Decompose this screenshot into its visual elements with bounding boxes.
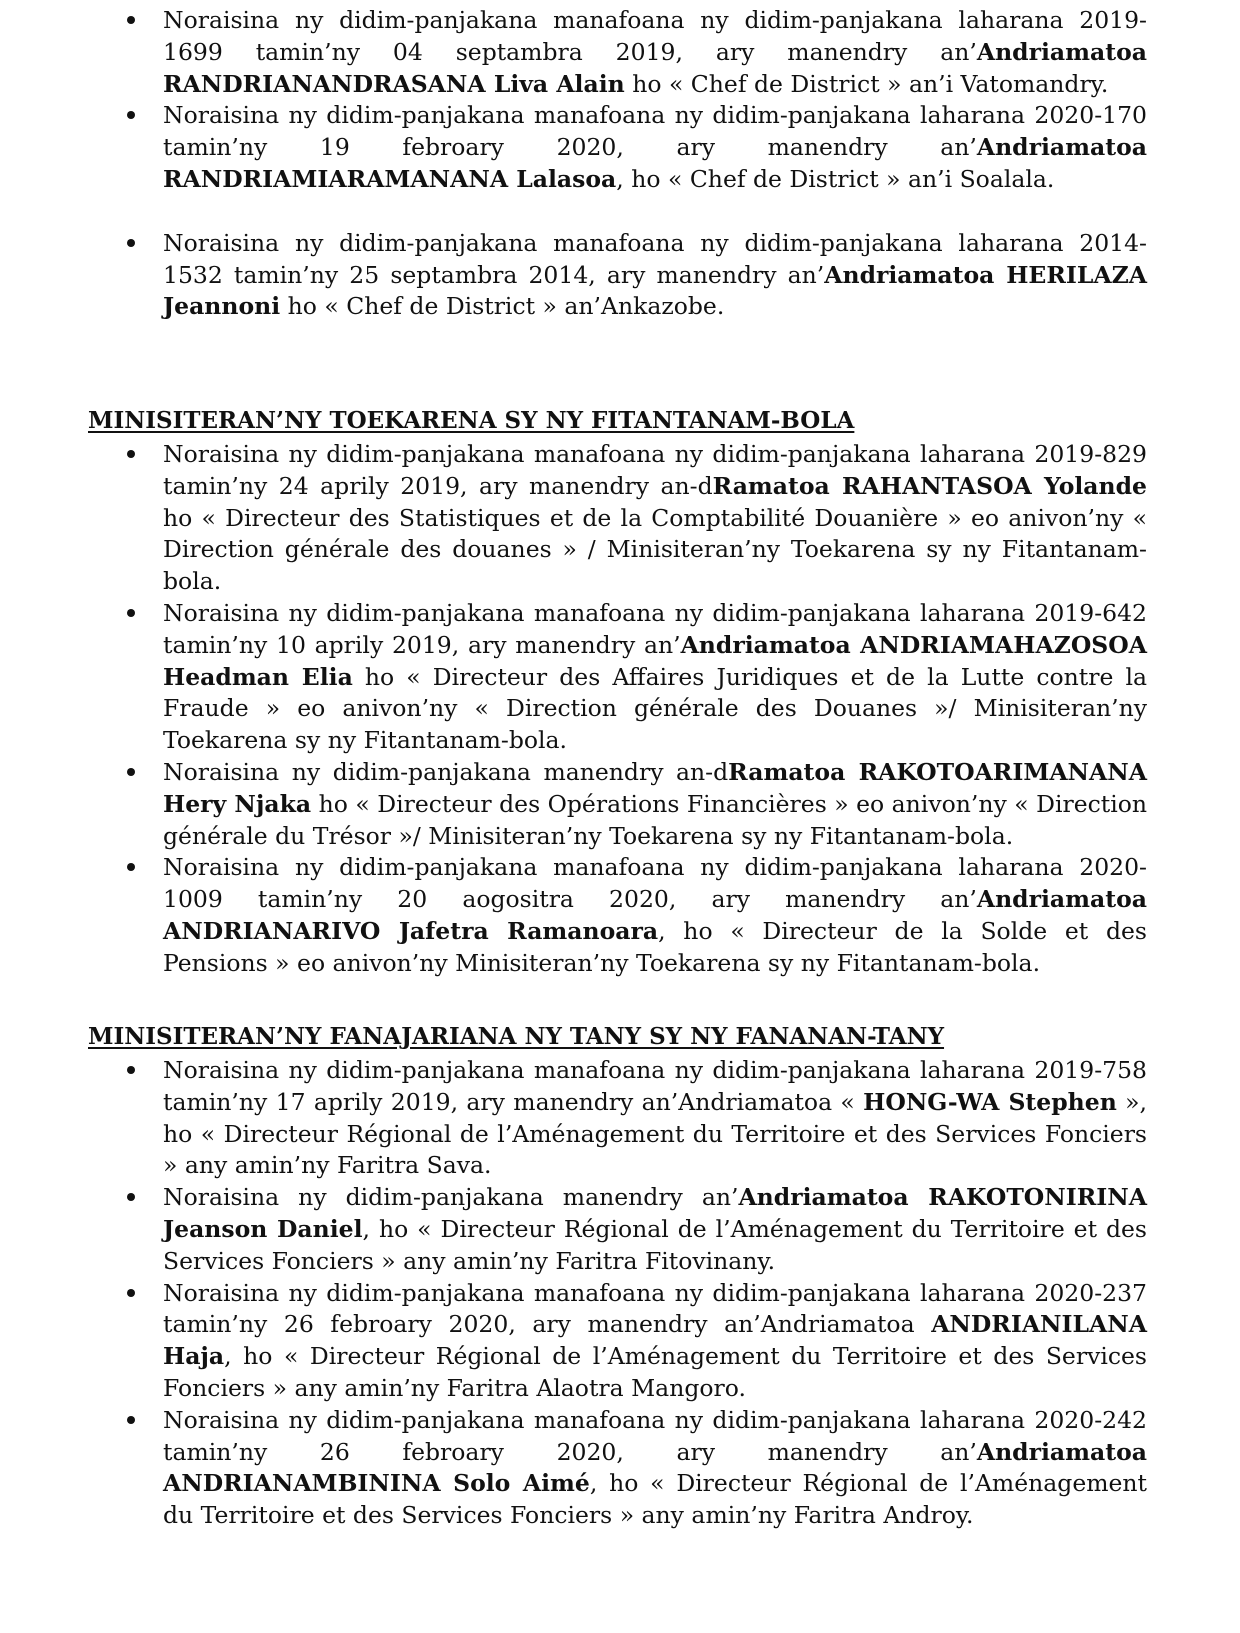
bullet-icon [127,1289,135,1297]
item-text: Noraisina ny didim-panjakana manafoana ny didim-panjakana laharana 2020-1009 tamin’ny 20 aogositra 2020, ary manendry an’Andriamatoa ANDRIANARIVO Jafetra Ramanoara, ho « Directeur de la Solde et des Pensions » eo anivon’ny Minisiteran’ny Toekarena sy ny Fitantanam-bola. [163,853,1147,977]
list-item [0,439,1240,598]
bullet-icon [127,16,135,24]
bullet-icon [127,239,135,247]
bullet-icon [127,1416,135,1424]
item-text: Noraisina ny didim-panjakana manafoana ny didim-panjakana laharana 2019-1699 tamin’ny 04 septambra 2019, ary manendry an’Andriamatoa RANDRIANANDRASANA Liva Alain ho « Chef de District » an’i Vatomandry. [163,6,1147,98]
bullet-icon [127,450,135,458]
item-text: Noraisina ny didim-panjakana manafoana ny didim-panjakana laharana 2019-758 tamin’ny 17 aprily 2019, ary manendry an’Andriamatoa « HONG-WA Stephen », ho « Directeur Régional de l’Aménagement du Territoire et des Services Fonciers » any amin’ny Faritra Sava. [163,1056,1147,1180]
list-item [0,1405,1240,1532]
item-text: Noraisina ny didim-panjakana manendry an’Andriamatoa RAKOTONIRINA Jeanson Daniel, ho « Directeur Régional de l’Aménagement du Territoire et des Services Fonciers » any amin’ny Faritra Fitovinany. [163,1183,1147,1275]
bullet-icon [127,1193,135,1201]
list-item [0,228,1240,323]
item-text: Noraisina ny didim-panjakana manafoana ny didim-panjakana laharana 2020-170 tamin’ny 19 febroary 2020, ary manendry an’Andriamatoa RANDRIAMIARAMANANA Lalasoa, ho « Chef de District » an’i Soalala. [163,101,1147,193]
list-item [0,1278,1240,1405]
bullet-icon [127,768,135,776]
bullet-icon [127,863,135,871]
item-text: Noraisina ny didim-panjakana manafoana ny didim-panjakana laharana 2020-237 tamin’ny 26 febroary 2020, ary manendry an’Andriamatoa ANDRIANILANA Haja, ho « Directeur Régional de l’Aménagement du Territoire et des Services Fonciers » any amin’ny Faritra Alaotra Mangoro. [163,1278,1147,1402]
item-text: Noraisina ny didim-panjakana manafoana ny didim-panjakana laharana 2019-642 tamin’ny 10 aprily 2019, ary manendry an’Andriamatoa ANDRIAMAHAZOSOA Headman Elia ho « Directeur des Affaires Juridiques et de la Lutte contre la Fraude » eo anivon’ny « Direction générale des Douanes »/ Minisiteran’ny Toekarena sy ny Fitantanam-bola. [163,598,1147,755]
item-text: Noraisina ny didim-panjakana manendry an-dRamatoa RAKOTOARIMANANA Hery Njaka ho « Directeur des Opérations Financières » eo anivon’ny « Direction générale du Trésor »/ Minisiteran’ny Toekarena sy ny Fitantanam-bola. [163,757,1148,850]
bullet-icon [127,1066,135,1074]
item-text: Noraisina ny didim-panjakana manafoana ny didim-panjakana laharana 2019-829 tamin’ny 24 aprily 2019, ary manendry an-dRamatoa RAHANTASOA Yolande ho « Directeur des Statistiques et de la Comptabilité Douanière » eo anivon’ny « Direction générale des douanes » / Minisiteran’ny Toekarena sy ny Fitantanam-bola. [163,440,1147,596]
item-list [0,1055,1240,1532]
bullet-icon [127,609,135,617]
list-item [0,5,1240,100]
section-heading: MINISITERAN’NY TOEKARENA SY NY FITANTANAM-BOLA [88,407,855,434]
list-item [0,1055,1240,1182]
item-text: Noraisina ny didim-panjakana manafoana ny didim-panjakana laharana 2014-1532 tamin’ny 25 septambra 2014, ary manendry an’Andriamatoa HERILAZA Jeannoni ho « Chef de District » an’Ankazobe. [163,228,1147,321]
list-item [0,100,1240,195]
item-text: Noraisina ny didim-panjakana manafoana ny didim-panjakana laharana 2020-242 tamin’ny 26 febroary 2020, ary manendry an’Andriamatoa ANDRIANAMBININA Solo Aimé, ho « Directeur Régional de l’Aménagement du Territoire et des Services Fonciers » any amin’ny Faritra Androy. [163,1405,1147,1530]
list-item [0,1182,1240,1277]
list-item [0,598,1240,757]
section-heading: MINISITERAN’NY FANAJARIANA NY TANY SY NY FANANAN-TANY [88,1023,945,1050]
list-item [0,757,1240,852]
bullet-icon [127,111,135,119]
list-item [0,852,1240,979]
section-finance [0,405,1240,980]
item-list [0,5,1240,323]
section-districts [0,5,1240,323]
item-list [0,439,1240,980]
section-land [0,1021,1240,1532]
